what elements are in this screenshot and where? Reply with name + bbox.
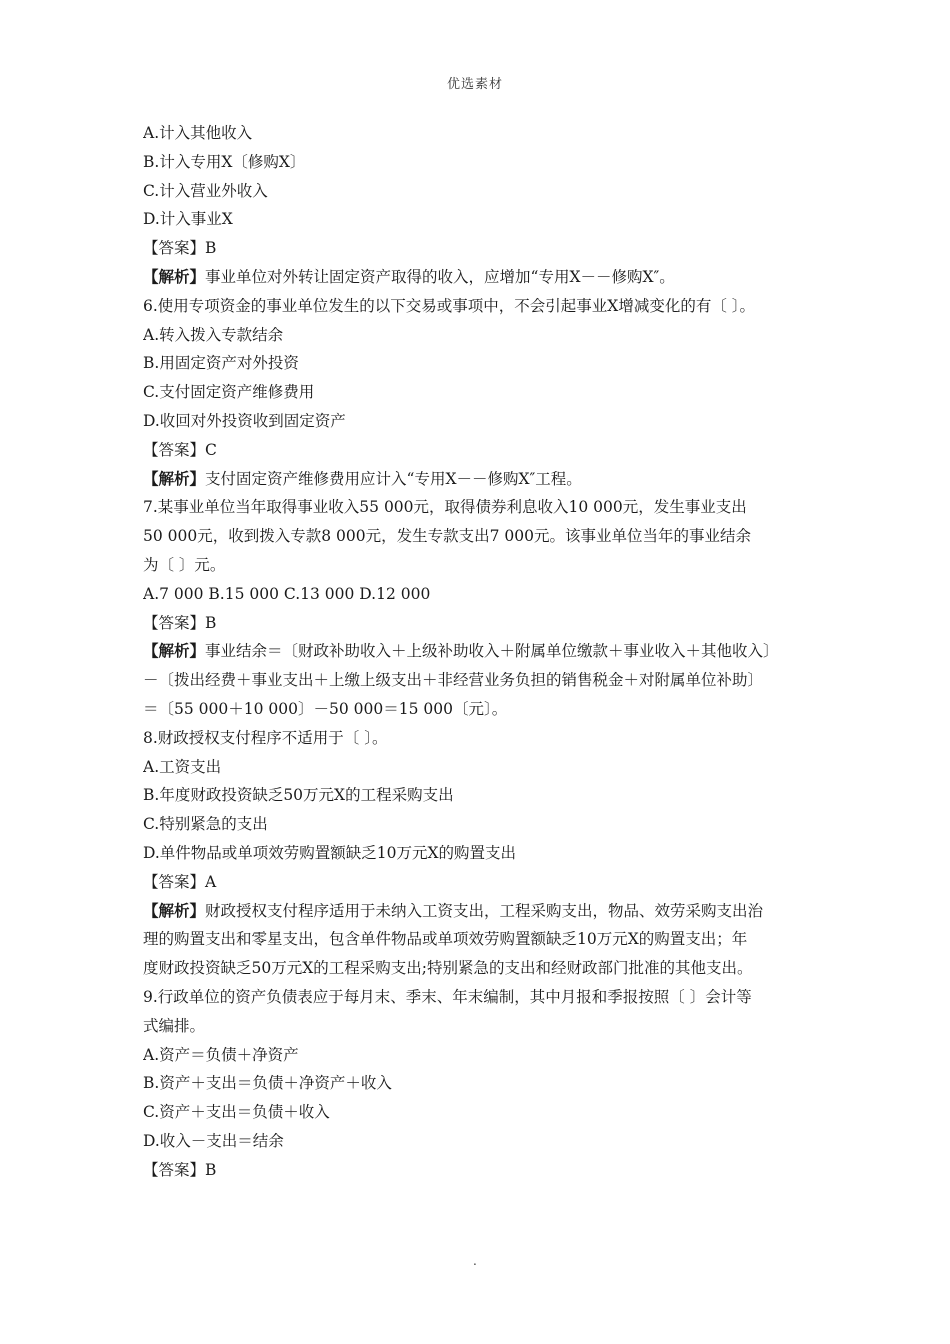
q7-options: A.7 000 B.15 000 C.13 000 D.12 000 — [143, 584, 431, 603]
q8-analysis-line-3: 度财政投资缺乏50万元X的工程采购支出;特别紧急的支出和经财政部门批准的其他支出。 — [143, 959, 753, 978]
q8-option-d: D.单件物品或单项效劳购置额缺乏10万元X的购置支出 — [143, 843, 517, 862]
analysis-text: 支付固定资产维修费用应计入“专用X－－修购X″工程。 — [205, 469, 582, 488]
q9-option-c: C.资产＋支出＝负债＋收入 — [143, 1103, 330, 1122]
answer-value: C — [205, 440, 217, 459]
answer-tag: 【答案】 — [143, 613, 206, 632]
q7-analysis-line-3: ＝〔55 000＋10 000〕－50 000＝15 000〔元〕。 — [143, 699, 508, 718]
q8-option-c: C.特别紧急的支出 — [143, 815, 268, 834]
q8-option-b: B.年度财政投资缺乏50万元X的工程采购支出 — [143, 786, 454, 805]
q9-option-b: B.资产＋支出＝负债＋净资产＋收入 — [143, 1074, 392, 1093]
q9-question-line-1: 9.行政单位的资产负债表应于每月末、季末、年末编制，其中月报和季报按照〔 〕会计等 — [143, 987, 752, 1006]
q5-answer — [143, 234, 811, 263]
answer-value: B — [205, 1160, 217, 1179]
analysis-text: 事业单位对外转让固定资产取得的收入，应增加“专用X－－修购X″。 — [205, 267, 675, 286]
document-body — [143, 119, 811, 1184]
q9-option-d: D.收入－支出＝结余 — [143, 1131, 284, 1150]
q5-option-c: C.计入营业外收入 — [143, 181, 268, 200]
q6-option-c: C.支付固定资产维修费用 — [143, 383, 315, 402]
q7-question-line-1: 7.某事业单位当年取得事业收入55 000元，取得债券利息收入10 000元，发生事业支出 — [143, 498, 747, 517]
q8-option-a: A.工资支出 — [143, 757, 222, 776]
q9-question-line-2: 式编排。 — [143, 1016, 206, 1035]
q8-question: 8.财政授权支付程序不适用于〔 〕。 — [143, 728, 388, 747]
q5-option-d: D.计入事业X — [143, 210, 233, 229]
answer-tag: 【答案】 — [143, 440, 206, 459]
answer-value: B — [205, 613, 217, 632]
q7-question-line-2: 50 000元，收到拨入专款8 000元，发生专款支出7 000元。该事业单位当年的事业结余 — [143, 527, 751, 546]
page-header: 优选素材 — [446, 77, 503, 92]
q7-answer — [143, 609, 811, 638]
q6-option-d: D.收回对外投资收到固定资产 — [143, 411, 346, 430]
q7-question-line-3: 为〔 〕元。 — [143, 555, 226, 574]
analysis-tag: 【解析】 — [143, 266, 206, 286]
q5-analysis — [143, 263, 811, 292]
page-footer: . — [473, 1254, 477, 1268]
q8-answer — [143, 868, 811, 897]
q7-analysis-line-1 — [143, 637, 811, 666]
answer-value: A — [205, 872, 217, 891]
q7-analysis-line-2: －〔拨出经费＋事业支出＋上缴上级支出＋非经营业务负担的销售税金＋对附属单位补助〕 — [143, 671, 764, 690]
q6-analysis — [143, 465, 811, 494]
analysis-tag: 【解析】 — [143, 641, 206, 661]
q8-analysis-line-2: 理的购置支出和零星支出，包含单件物品或单项效劳购置额缺乏10万元X的购置支出；年 — [143, 930, 748, 949]
q9-answer — [143, 1156, 811, 1185]
analysis-tag: 【解析】 — [143, 468, 206, 488]
answer-value: B — [205, 239, 217, 258]
answer-tag: 【答案】 — [143, 872, 206, 891]
q8-analysis-line-1 — [143, 897, 811, 926]
q9-option-a: A.资产＝负债＋净资产 — [143, 1045, 299, 1064]
answer-tag: 【答案】 — [143, 239, 206, 258]
q6-option-b: B.用固定资产对外投资 — [143, 354, 299, 373]
q5-option-a: A.计入其他收入 — [143, 124, 253, 142]
q6-question: 6.使用专项资金的事业单位发生的以下交易或事项中，不会引起事业X增减变化的有〔 〕。 — [143, 296, 756, 315]
answer-tag: 【答案】 — [143, 1160, 206, 1179]
q6-option-a: A.转入拨入专款结余 — [143, 325, 284, 344]
analysis-tag: 【解析】 — [143, 900, 206, 920]
q6-answer — [143, 436, 811, 465]
q5-option-b: B.计入专用X〔修购X〕 — [143, 152, 306, 171]
analysis-text: 财政授权支付程序适用于未纳入工资支出，工程采购支出，物品、效劳采购支出治 — [205, 901, 764, 920]
analysis-text: 事业结余＝〔财政补助收入＋上级补助收入＋附属单位缴款＋事业收入＋其他收入〕 — [205, 642, 779, 661]
